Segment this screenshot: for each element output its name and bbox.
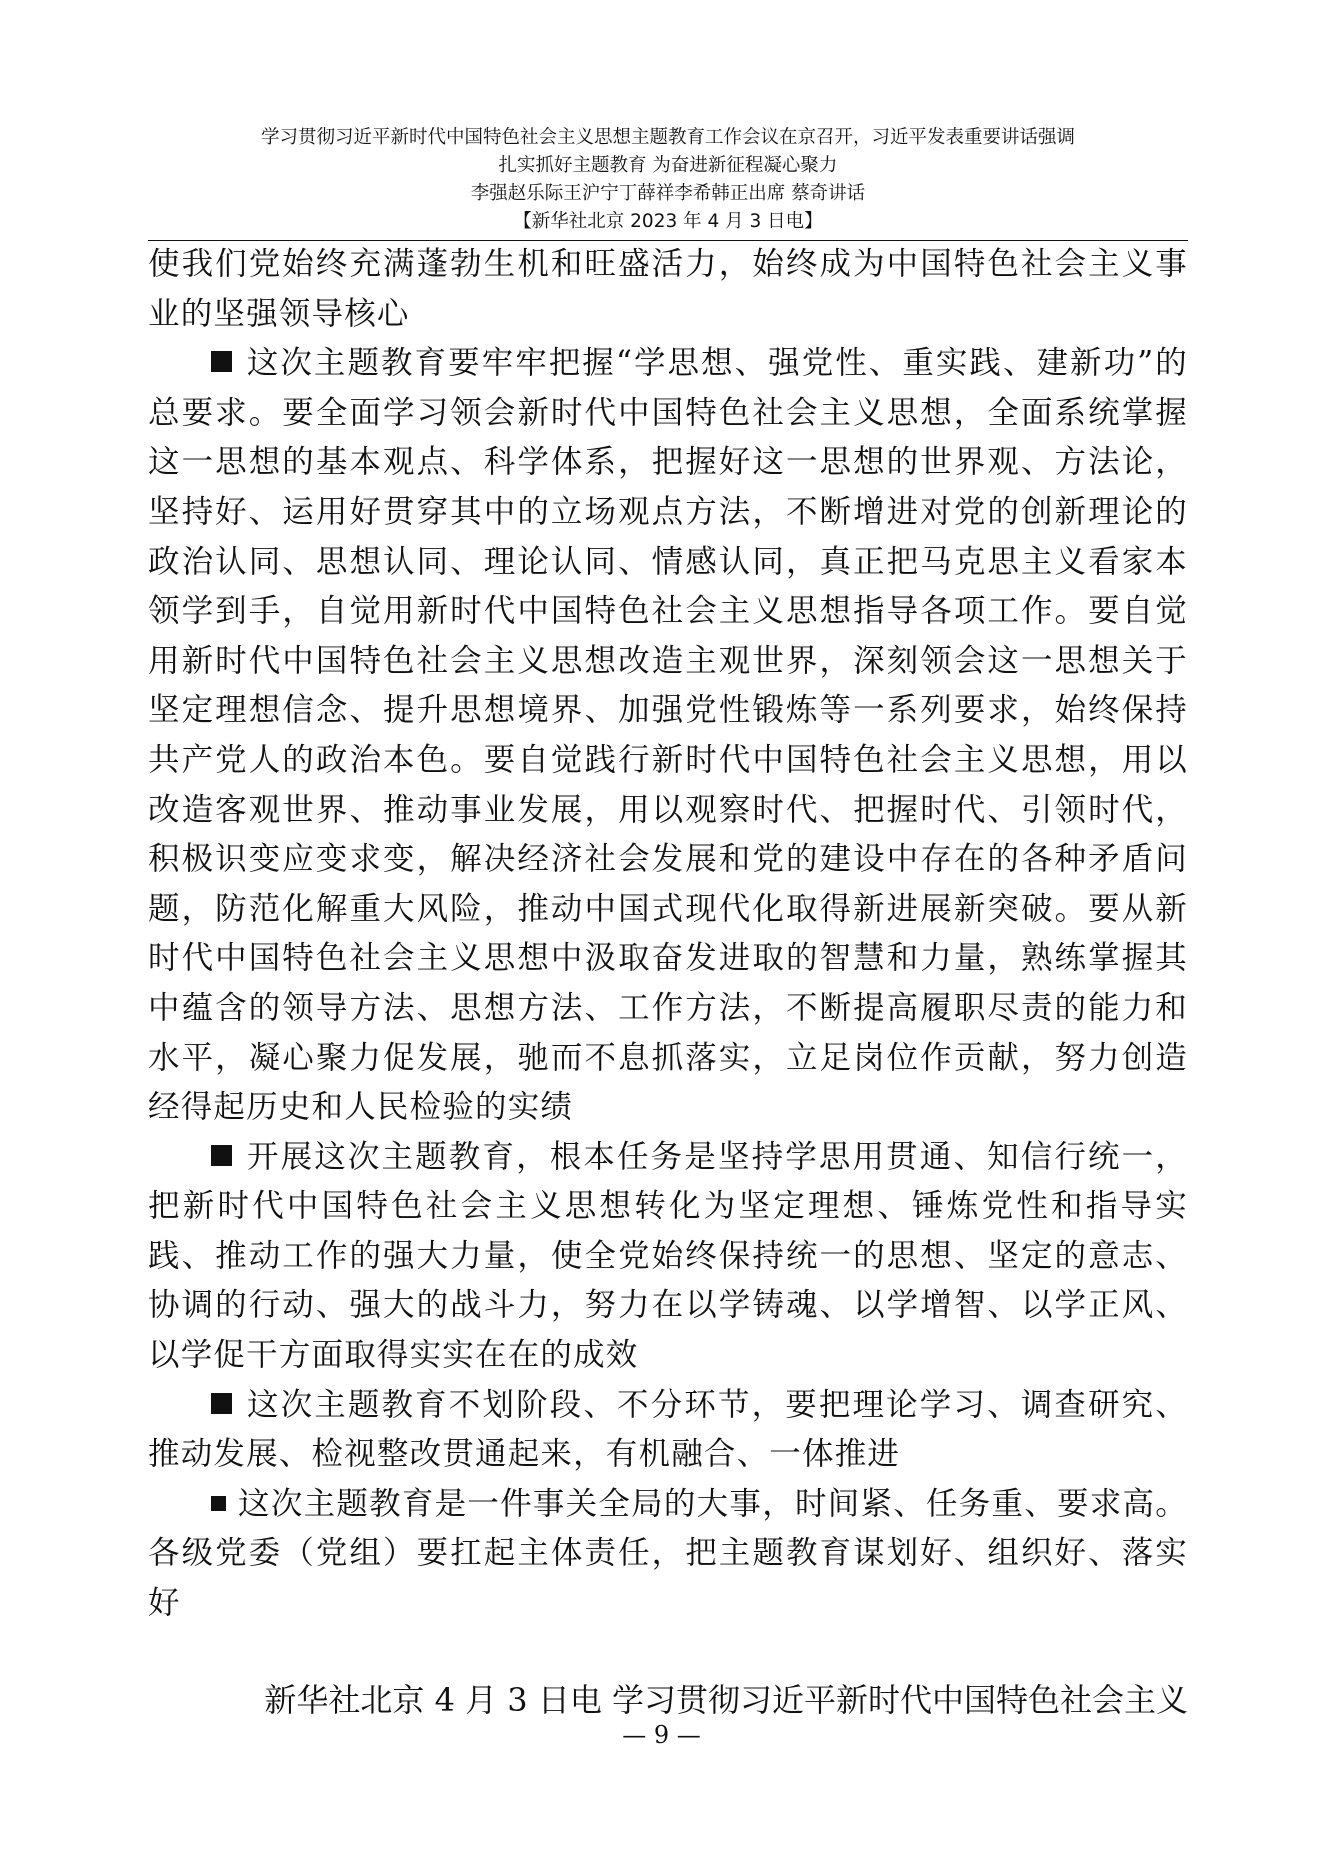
header-subtitle-line: 扎实抓好主题教育 为奋进新征程凝心聚力 xyxy=(498,155,838,176)
paragraph-4-text: 这次主题教育是一件事关全局的大事，时间紧、任务重、要求高。各级党委（党组）要扛起主体责任，把主题教育谋划好、组织好、落实好 xyxy=(148,1485,1188,1622)
square-bullet-icon xyxy=(211,1145,232,1166)
header-dateline: 【新华社北京 2023 年 4 月 3 日电】 xyxy=(513,211,823,232)
paragraph-2 xyxy=(148,1133,1188,1381)
paragraph-4 xyxy=(148,1480,1188,1629)
page-number: — 9 — xyxy=(622,1721,701,1749)
paragraph-1-text: 这次主题教育要牢牢把握“学思想、强党性、重实践、建新功”的总要求。要全面学习领会新时代中国特色社会主义思想，全面系统掌握这一思想的基本观点、科学体系，把握好这一思想的世界观、方法论，坚持好、运用好贯穿其中的立场观点方法，不断增进对党的创新理论的政治认同、思想认同、理论认同、情感认同，真正把马克思主义看家本领学到手，自觉用新时代中国特色社会主义思想指导各项工作。要自觉用新时代中国特色社会主义思想改造主观世界，深刻领会这一思想关于坚定理想信念、提升思想境界、加强党性锻炼等一系列要求，始终保持共产党人的政治本色。要自觉践行新时代中国特色社会主义思想，用以改造客观世界、推动事业发展，用以观察时代、把握时代、引领时代，积极识变应变求变，解决经济社会发展和党的建设中存在的各种矛盾问题，防范化解重大风险，推动中国式现代化取得新进展新突破。要从新时代中国特色社会主义思想中汲取奋发进取的智慧和力量，熟练掌握其中蕴含的领导方法、思想方法、工作方法，不断提高履职尽责的能力和水平，凝心聚力促发展，驰而不息抓落实，立足岗位作贡献，努力创造经得起历史和人民检验的实绩 xyxy=(148,345,1188,1126)
square-bullet-icon xyxy=(211,1496,226,1511)
square-bullet-icon xyxy=(211,1393,232,1414)
paragraph-2-text: 开展这次主题教育，根本任务是坚持学思用贯通、知信行统一，把新时代中国特色社会主义思想转化为坚定理想、锤炼党性和指导实践、推动工作的强大力量，使全党始终保持统一的思想、坚定的意志、协调的行动、强大的战斗力，努力在以学铸魂、以学增智、以学正风、以学促干方面取得实实在在的成效 xyxy=(148,1138,1188,1374)
header-attendees-line: 李强赵乐际王沪宁丁薛祥李希韩正出席 蔡奇讲话 xyxy=(470,183,866,204)
page-header xyxy=(148,124,1188,236)
paragraph-3-text: 这次主题教育不划阶段、不分环节，要把理论学习、调查研究、推动发展、检视整改贯通起来，有机融合、一体推进 xyxy=(148,1386,1188,1473)
paragraph-1 xyxy=(148,339,1188,1133)
article-body xyxy=(148,240,1188,1629)
paragraph-3 xyxy=(148,1381,1188,1480)
footer-running-text: 新华社北京 4 月 3 日电 学习贯彻习近平新时代中国特色社会主义 xyxy=(264,1681,1188,1719)
header-title-line: 学习贯彻习近平新时代中国特色社会主义思想主题教育工作会议在京召开，习近平发表重要讲话强调 xyxy=(260,127,1075,148)
paragraph-continued: 使我们党始终充满蓬勃生机和旺盛活力，始终成为中国特色社会主义事业的坚强领导核心 xyxy=(148,246,1188,332)
square-bullet-icon xyxy=(211,351,232,372)
